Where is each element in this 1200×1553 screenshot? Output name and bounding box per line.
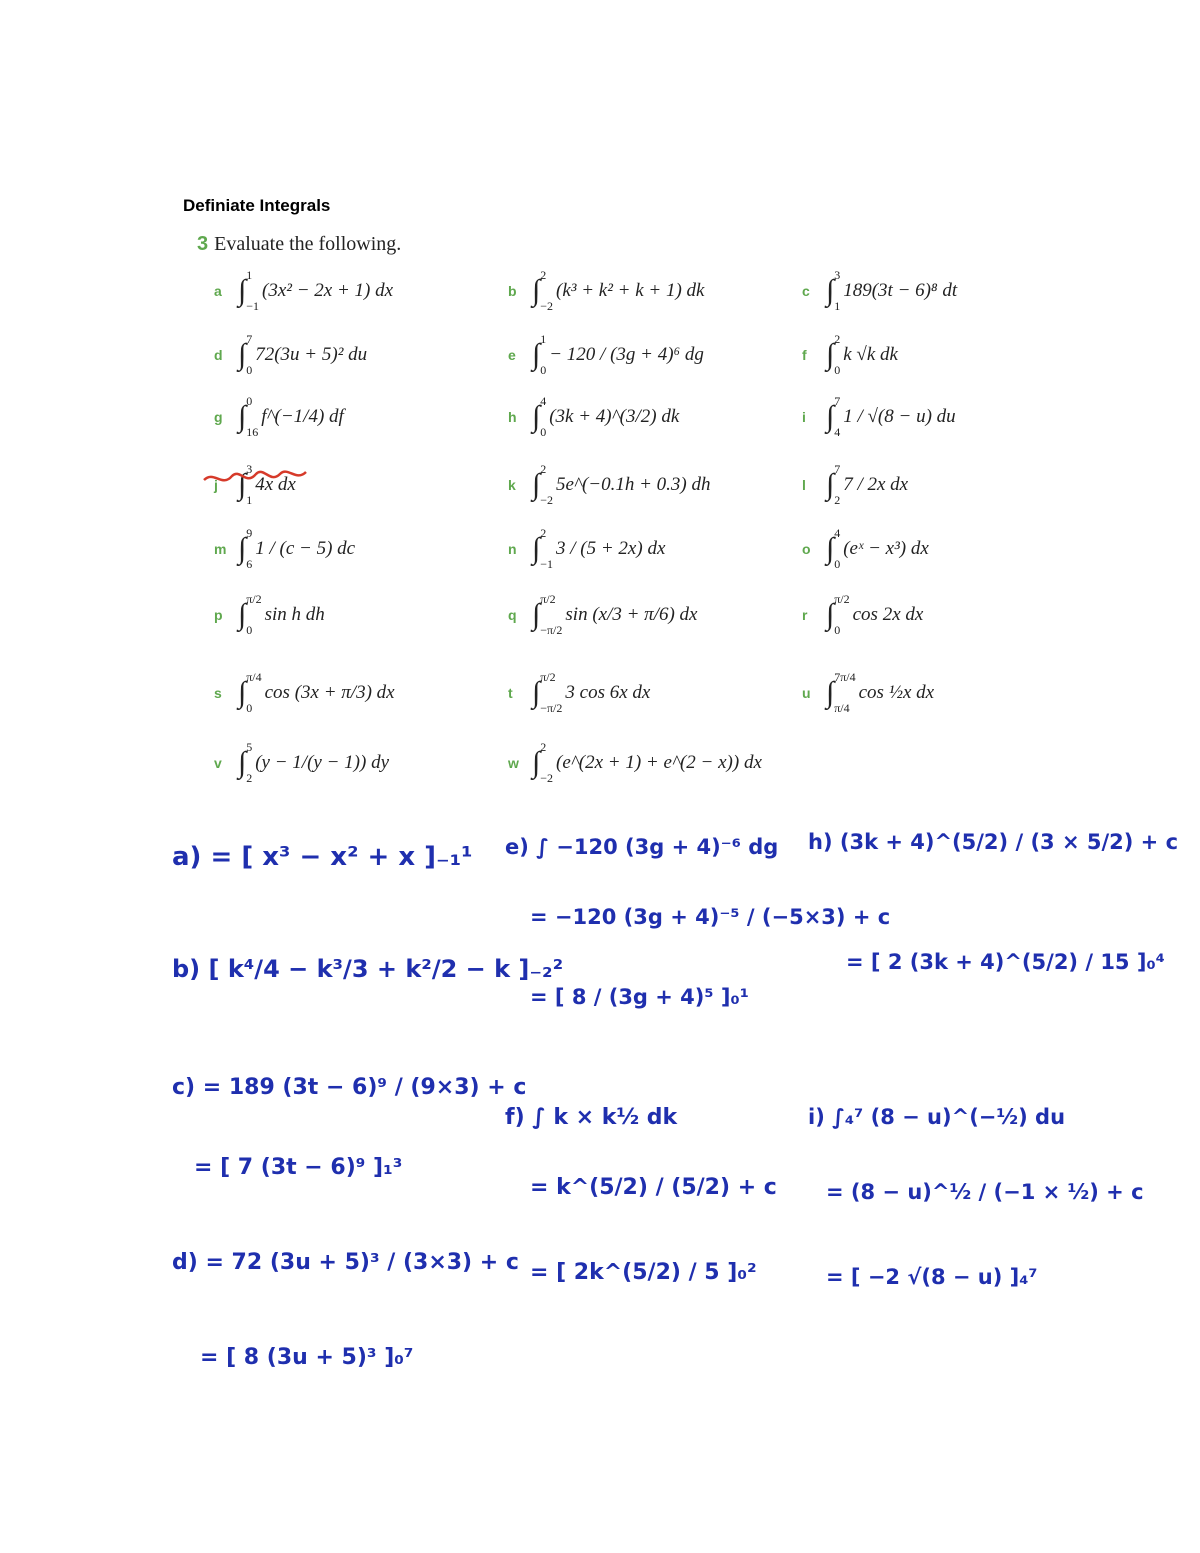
integrand: 1 / (c − 5) dc: [255, 538, 356, 559]
integral-limits: [246, 670, 261, 716]
integrand: sin (x/3 + π/6) dx: [565, 604, 698, 625]
upper-limit: 2: [834, 332, 841, 346]
problem-t: [508, 670, 650, 716]
integral-limits: [834, 462, 840, 508]
upper-limit: π/2: [834, 592, 850, 606]
upper-limit: π/4: [246, 670, 262, 684]
lower-limit: 6: [246, 557, 253, 571]
problem-e: [508, 332, 704, 378]
integrand: (e^(2x + 1) + e^(2 − x)) dx: [556, 752, 762, 773]
integral-limits: [540, 332, 546, 378]
problem-label: a: [214, 283, 222, 299]
integrand: 3 / (5 + 2x) dx: [556, 538, 666, 559]
problem-label: q: [508, 607, 517, 623]
upper-limit: 9: [246, 526, 253, 540]
integrand: 4x dx: [255, 474, 296, 495]
problem-a: [214, 268, 393, 314]
problem-label: e: [508, 347, 516, 363]
upper-limit: 1: [246, 268, 253, 282]
work-line: = [ 2k^(5/2) / 5 ]₀²: [530, 1260, 757, 1285]
integral-sign: ∫: [238, 676, 247, 709]
integral-limits: [834, 332, 840, 378]
problem-k: [508, 462, 711, 508]
work-line: = [ −2 √(8 − u) ]₄⁷: [826, 1265, 1038, 1289]
page-title: Definiate Integrals: [183, 196, 331, 215]
integral-sign: ∫: [238, 338, 247, 371]
work-line: = k^(5/2) / (5/2) + c: [530, 1175, 777, 1200]
upper-limit: 4: [834, 526, 841, 540]
integral-sign: ∫: [826, 598, 835, 631]
integrand: (y − 1/(y − 1)) dy: [255, 752, 389, 773]
problem-m: [214, 526, 355, 572]
problem-label: o: [802, 541, 811, 557]
lower-limit: 4: [834, 425, 841, 439]
integral-sign: ∫: [532, 598, 541, 631]
integrand: cos ½x dx: [858, 682, 935, 703]
integral-limits: [540, 526, 553, 572]
upper-limit: 4: [540, 394, 547, 408]
problem-label: d: [214, 347, 223, 363]
integral-sign: ∫: [826, 532, 835, 565]
integral-sign: ∫: [826, 676, 835, 709]
problem-label: n: [508, 541, 517, 557]
lower-limit: −2: [540, 493, 553, 507]
problem-label: m: [214, 541, 227, 557]
upper-limit: π/2: [540, 670, 556, 684]
scribble-mark: [200, 462, 315, 492]
problem-h: [508, 394, 679, 440]
lower-limit: 0: [246, 623, 253, 637]
integral-limits: [246, 332, 252, 378]
problem-label: l: [802, 477, 806, 493]
upper-limit: 3: [246, 462, 253, 476]
problem-i: [802, 394, 956, 440]
integral-limits: [246, 268, 259, 314]
lower-limit: π/4: [834, 701, 850, 715]
integral-limits: [540, 462, 553, 508]
problem-d: [214, 332, 367, 378]
lower-limit: 0: [540, 425, 547, 439]
integral-limits: [540, 268, 553, 314]
integral-sign: ∫: [238, 532, 247, 565]
work-line: h) (3k + 4)^(5/2) / (3 × 5/2) + c: [808, 830, 1179, 854]
upper-limit: 3: [834, 268, 841, 282]
upper-limit: 1: [540, 332, 547, 346]
integral-limits: [540, 670, 562, 716]
problem-label: t: [508, 685, 513, 701]
lower-limit: −2: [540, 299, 553, 313]
upper-limit: 7: [834, 394, 841, 408]
work-line: a) = [ x³ − x² + x ]₋₁¹: [172, 842, 473, 872]
integral-sign: ∫: [532, 400, 541, 433]
upper-limit: 2: [540, 462, 547, 476]
integrand: 72(3u + 5)² du: [255, 344, 368, 365]
upper-limit: π/2: [246, 592, 262, 606]
integrand: cos (3x + π/3) dx: [264, 682, 395, 703]
lower-limit: 2: [834, 493, 841, 507]
integral-limits: [246, 526, 252, 572]
problem-label: u: [802, 685, 811, 701]
integral-sign: ∫: [532, 468, 541, 501]
integral-limits: [540, 394, 546, 440]
upper-limit: 7: [834, 462, 841, 476]
work-line: = [ 2 (3k + 4)^(5/2) / 15 ]₀⁴: [846, 950, 1165, 974]
problem-label: k: [508, 477, 516, 493]
problem-label: w: [508, 755, 519, 771]
exercise-instruction: Evaluate the following.: [214, 233, 402, 255]
upper-limit: 2: [540, 526, 547, 540]
integrand: f^(−1/4) df: [261, 406, 344, 427]
problem-s: [214, 670, 395, 716]
problem-n: [508, 526, 665, 572]
work-line: b) [ k⁴/4 − k³/3 + k²/2 − k ]₋₂²: [172, 955, 564, 983]
problem-u: [802, 670, 934, 716]
work-line: = −120 (3g + 4)⁻⁵ / (−5×3) + c: [530, 905, 891, 929]
upper-limit: 7: [246, 332, 253, 346]
integral-limits: [540, 592, 562, 638]
lower-limit: 0: [246, 363, 253, 377]
integrand: (3k + 4)^(3/2) dk: [549, 406, 680, 427]
lower-limit: 16: [246, 425, 259, 439]
work-line: c) = 189 (3t − 6)⁹ / (9×3) + c: [172, 1075, 527, 1100]
problem-f: [802, 332, 898, 378]
integrand: − 120 / (3g + 4)⁶ dg: [549, 344, 704, 365]
problem-label: c: [802, 283, 810, 299]
problem-w: [508, 740, 762, 786]
problem-c: [802, 268, 957, 314]
work-line: = (8 − u)^½ / (−1 × ½) + c: [826, 1180, 1144, 1204]
problem-label: g: [214, 409, 223, 425]
work-line: = [ 8 / (3g + 4)⁵ ]₀¹: [530, 985, 749, 1009]
integral-sign: ∫: [238, 400, 247, 433]
lower-limit: −1: [246, 299, 259, 313]
integral-limits: [834, 592, 849, 638]
exercise-number: 3: [197, 233, 209, 255]
integrand: (eˣ − x³) dx: [843, 538, 929, 559]
work-line: = [ 7 (3t − 6)⁹ ]₁³: [194, 1155, 403, 1180]
integrand: 5e^(−0.1h + 0.3) dh: [556, 474, 711, 495]
problem-label: v: [214, 755, 222, 771]
problem-label: i: [802, 409, 806, 425]
lower-limit: 1: [246, 493, 253, 507]
integrand: sin h dh: [264, 604, 325, 625]
integral-limits: [834, 268, 840, 314]
upper-limit: 7π/4: [834, 670, 856, 684]
lower-limit: −2: [540, 771, 553, 785]
work-line: i) ∫₄⁷ (8 − u)^(−½) du: [808, 1105, 1066, 1129]
work-line: d) = 72 (3u + 5)³ / (3×3) + c: [172, 1250, 519, 1275]
problem-r: [802, 592, 923, 638]
integrand: (3x² − 2x + 1) dx: [262, 280, 394, 301]
integral-limits: [834, 394, 840, 440]
integrand: cos 2x dx: [852, 604, 924, 625]
lower-limit: 0: [540, 363, 547, 377]
integral-sign: ∫: [826, 274, 835, 307]
upper-limit: 5: [246, 740, 253, 754]
lower-limit: 0: [834, 557, 841, 571]
integral-sign: ∫: [238, 746, 247, 779]
problem-q: [508, 592, 697, 638]
integral-limits: [246, 592, 261, 638]
integral-sign: ∫: [826, 338, 835, 371]
problem-g: [214, 394, 344, 440]
integral-sign: ∫: [532, 532, 541, 565]
integrand: (k³ + k² + k + 1) dk: [556, 280, 705, 301]
exercise-heading: [197, 233, 401, 256]
lower-limit: 1: [834, 299, 841, 313]
integral-sign: ∫: [826, 400, 835, 433]
integral-sign: ∫: [826, 468, 835, 501]
work-line: f) ∫ k × k½ dk: [505, 1105, 678, 1130]
integral-sign: ∫: [532, 746, 541, 779]
lower-limit: −π/2: [540, 623, 563, 637]
upper-limit: π/2: [540, 592, 556, 606]
problem-label: p: [214, 607, 223, 623]
problem-label: h: [508, 409, 517, 425]
integrand: 7 / 2x dx: [843, 474, 909, 495]
work-line: = [ 8 (3u + 5)³ ]₀⁷: [200, 1345, 414, 1370]
lower-limit: 0: [246, 701, 253, 715]
integrand: 1 / √(8 − u) du: [843, 406, 956, 427]
lower-limit: 0: [834, 363, 841, 377]
work-line: e) ∫ −120 (3g + 4)⁻⁶ dg: [505, 835, 779, 859]
lower-limit: 0: [834, 623, 841, 637]
integral-limits: [834, 670, 855, 716]
integrand: 189(3t − 6)⁸ dt: [843, 280, 958, 301]
integrand: k √k dk: [843, 344, 898, 365]
problem-b: [508, 268, 705, 314]
problem-label: f: [802, 347, 807, 363]
problem-p: [214, 592, 325, 638]
lower-limit: 2: [246, 771, 253, 785]
integral-limits: [246, 394, 258, 440]
integral-sign: ∫: [238, 468, 247, 501]
upper-limit: 2: [540, 740, 547, 754]
problem-label: r: [802, 607, 808, 623]
lower-limit: −π/2: [540, 701, 563, 715]
integral-limits: [246, 740, 252, 786]
integral-limits: [834, 526, 840, 572]
problem-l: [802, 462, 908, 508]
problem-v: [214, 740, 389, 786]
integral-sign: ∫: [532, 676, 541, 709]
integral-limits: [540, 740, 553, 786]
lower-limit: −1: [540, 557, 553, 571]
upper-limit: 2: [540, 268, 547, 282]
integral-sign: ∫: [238, 274, 247, 307]
upper-limit: 0: [246, 394, 253, 408]
problem-o: [802, 526, 929, 572]
integral-sign: ∫: [532, 274, 541, 307]
problem-label: b: [508, 283, 517, 299]
problem-label: s: [214, 685, 222, 701]
integral-sign: ∫: [238, 598, 247, 631]
integral-sign: ∫: [532, 338, 541, 371]
problem-label: j: [214, 477, 218, 493]
integrand: 3 cos 6x dx: [565, 682, 651, 703]
